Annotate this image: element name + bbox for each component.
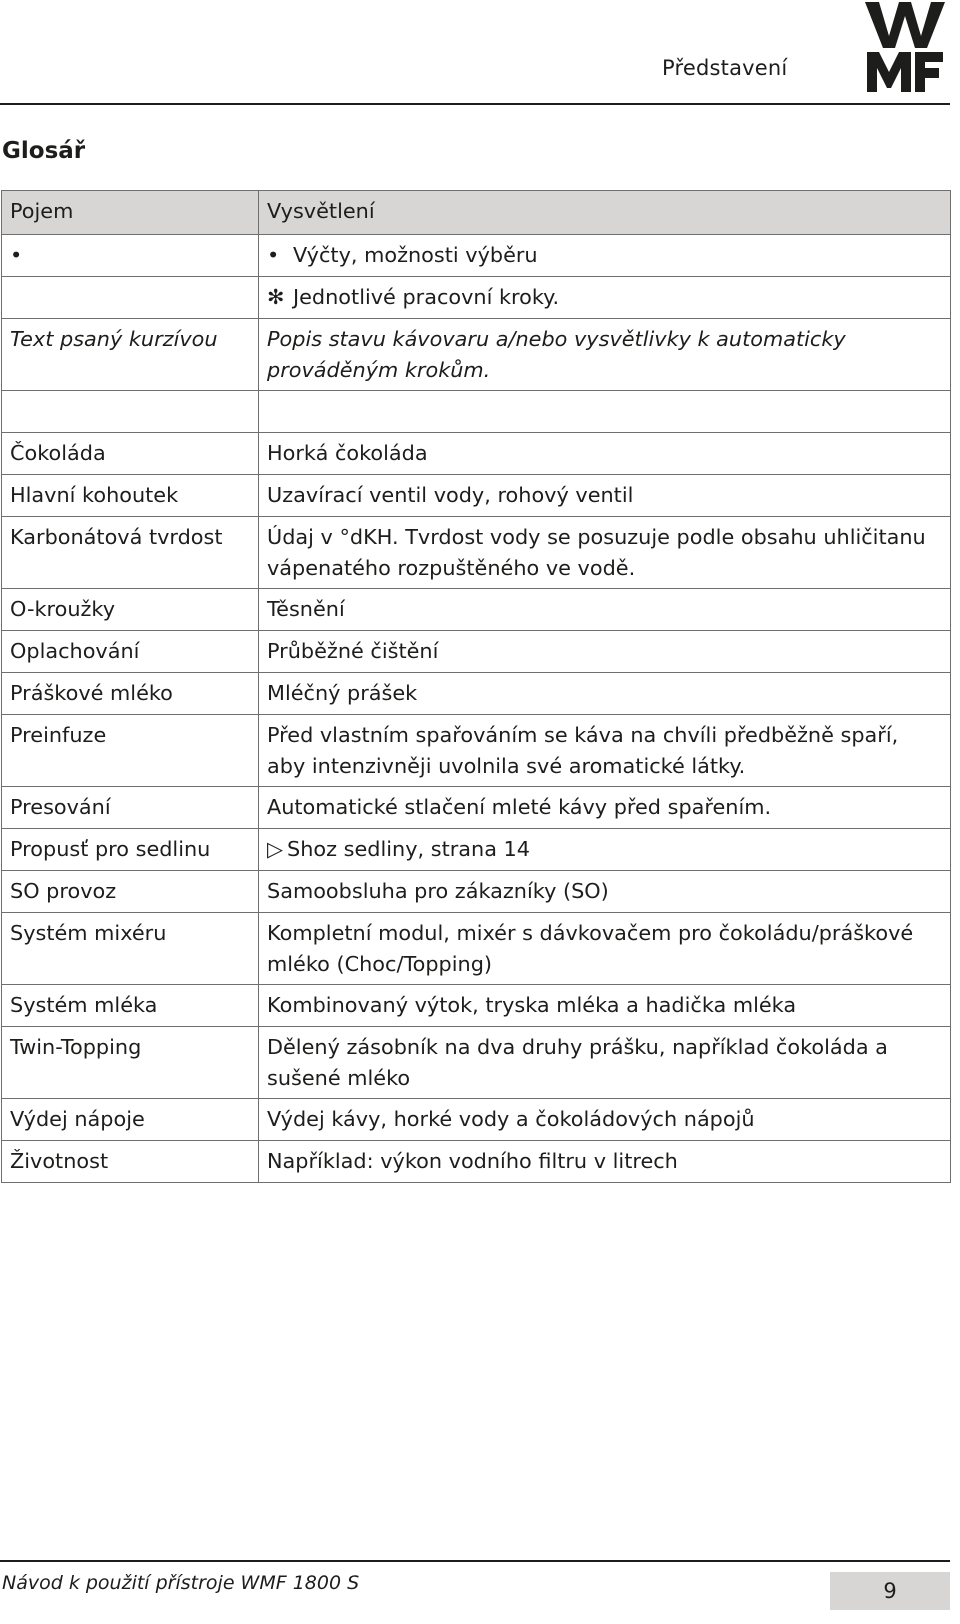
explanation-cell	[259, 631, 951, 673]
explanation-cell	[259, 871, 951, 913]
term-cell: Životnost	[2, 1141, 259, 1183]
explanation-cell	[259, 589, 951, 631]
bullet-icon: •	[267, 243, 280, 267]
table-row	[2, 871, 951, 913]
explanation-cell	[259, 517, 951, 589]
term-cell: Propusť pro sedlinu	[2, 829, 259, 871]
explanation-cell	[259, 787, 951, 829]
explanation-cell	[259, 829, 951, 871]
step-asterisk-icon: ✻	[267, 285, 285, 309]
term-cell: Systém mléka	[2, 985, 259, 1027]
explanation-text: Kombinovaný výtok, tryska mléka a hadička mléka	[267, 993, 797, 1017]
term-cell	[2, 391, 259, 433]
table-row	[2, 1027, 951, 1099]
explanation-text: Mléčný prášek	[267, 681, 418, 705]
explanation-cell	[259, 1027, 951, 1099]
explanation-text: Výčty, možnosti výběru	[293, 243, 538, 267]
footer-rule	[0, 1560, 950, 1562]
explanation-cell	[259, 715, 951, 787]
explanation-text: Horká čokoláda	[267, 441, 428, 465]
table-row	[2, 631, 951, 673]
explanation-text: Shoz sedliny, strana 14	[287, 837, 531, 861]
explanation-text: Jednotlivé pracovní kroky.	[293, 285, 560, 309]
explanation-cell	[259, 277, 951, 319]
table-row	[2, 913, 951, 985]
term-cell: Text psaný kurzívou	[2, 319, 259, 391]
term-cell: Čokoláda	[2, 433, 259, 475]
explanation-cell	[259, 319, 951, 391]
table-row	[2, 1099, 951, 1141]
table-header-row	[2, 191, 951, 235]
term-cell: Systém mixéru	[2, 913, 259, 985]
term-cell: Preinfuze	[2, 715, 259, 787]
explanation-text: Popis stavu kávovaru a/nebo vysvětlivky k automaticky prováděným krokům.	[267, 327, 846, 382]
explanation-text: Těsnění	[267, 597, 345, 621]
term-cell: Presování	[2, 787, 259, 829]
explanation-cell	[259, 913, 951, 985]
explanation-text: Samoobsluha pro zákazníky (SO)	[267, 879, 609, 903]
table-row	[2, 517, 951, 589]
page-number: 9	[830, 1572, 950, 1610]
term-cell: Oplachování	[2, 631, 259, 673]
explanation-cell	[259, 433, 951, 475]
section-title: Představení	[662, 56, 788, 80]
term-cell: Twin-Topping	[2, 1027, 259, 1099]
column-header-explanation: Vysvětlení	[259, 191, 951, 235]
term-cell: Hlavní kohoutek	[2, 475, 259, 517]
reference-arrow-icon: ▷	[267, 837, 283, 861]
table-row	[2, 1141, 951, 1183]
wmf-logo	[865, 2, 945, 94]
table-row	[2, 235, 951, 277]
explanation-text: Například: výkon vodního filtru v litrech	[267, 1149, 678, 1173]
table-row	[2, 715, 951, 787]
explanation-text: Údaj v °dKH. Tvrdost vody se posuzuje podle obsahu uhličitanu vápenatého rozpuštěného ve vodě.	[267, 525, 926, 580]
term-cell: Práškové mléko	[2, 673, 259, 715]
table-row	[2, 433, 951, 475]
explanation-cell	[259, 391, 951, 433]
table-row	[2, 829, 951, 871]
table-row	[2, 475, 951, 517]
explanation-text: Kompletní modul, mixér s dávkovačem pro čokoládu/práškové mléko (Choc/Topping)	[267, 921, 914, 976]
column-header-term: Pojem	[2, 191, 259, 235]
table-row	[2, 319, 951, 391]
table-row	[2, 391, 951, 433]
glossary-table	[1, 190, 951, 1183]
header-rule	[0, 103, 950, 105]
explanation-text: Dělený zásobník na dva druhy prášku, například čokoláda a sušené mléko	[267, 1035, 888, 1090]
explanation-cell	[259, 235, 951, 277]
table-row	[2, 589, 951, 631]
term-cell	[2, 277, 259, 319]
explanation-cell	[259, 475, 951, 517]
explanation-text: Před vlastním spařováním se káva na chvíli předběžně spaří, aby intenzivněji uvolnila své aromatické látky.	[267, 723, 899, 778]
explanation-text: Automatické stlačení mleté kávy před spařením.	[267, 795, 772, 819]
table-row	[2, 277, 951, 319]
explanation-cell	[259, 985, 951, 1027]
term-cell: •	[2, 235, 259, 277]
explanation-text: Uzavírací ventil vody, rohový ventil	[267, 483, 634, 507]
explanation-cell	[259, 1099, 951, 1141]
explanation-cell	[259, 673, 951, 715]
term-cell: Karbonátová tvrdost	[2, 517, 259, 589]
table-row	[2, 787, 951, 829]
term-cell: SO provoz	[2, 871, 259, 913]
term-cell: Výdej nápoje	[2, 1099, 259, 1141]
explanation-text: Výdej kávy, horké vody a čokoládových nápojů	[267, 1107, 755, 1131]
page-title: Glosář	[2, 138, 86, 164]
term-cell: O-kroužky	[2, 589, 259, 631]
explanation-text: Průběžné čištění	[267, 639, 439, 663]
explanation-cell	[259, 1141, 951, 1183]
table-row	[2, 985, 951, 1027]
table-row	[2, 673, 951, 715]
footer-text: Návod k použití přístroje WMF 1800 S	[2, 1572, 360, 1594]
